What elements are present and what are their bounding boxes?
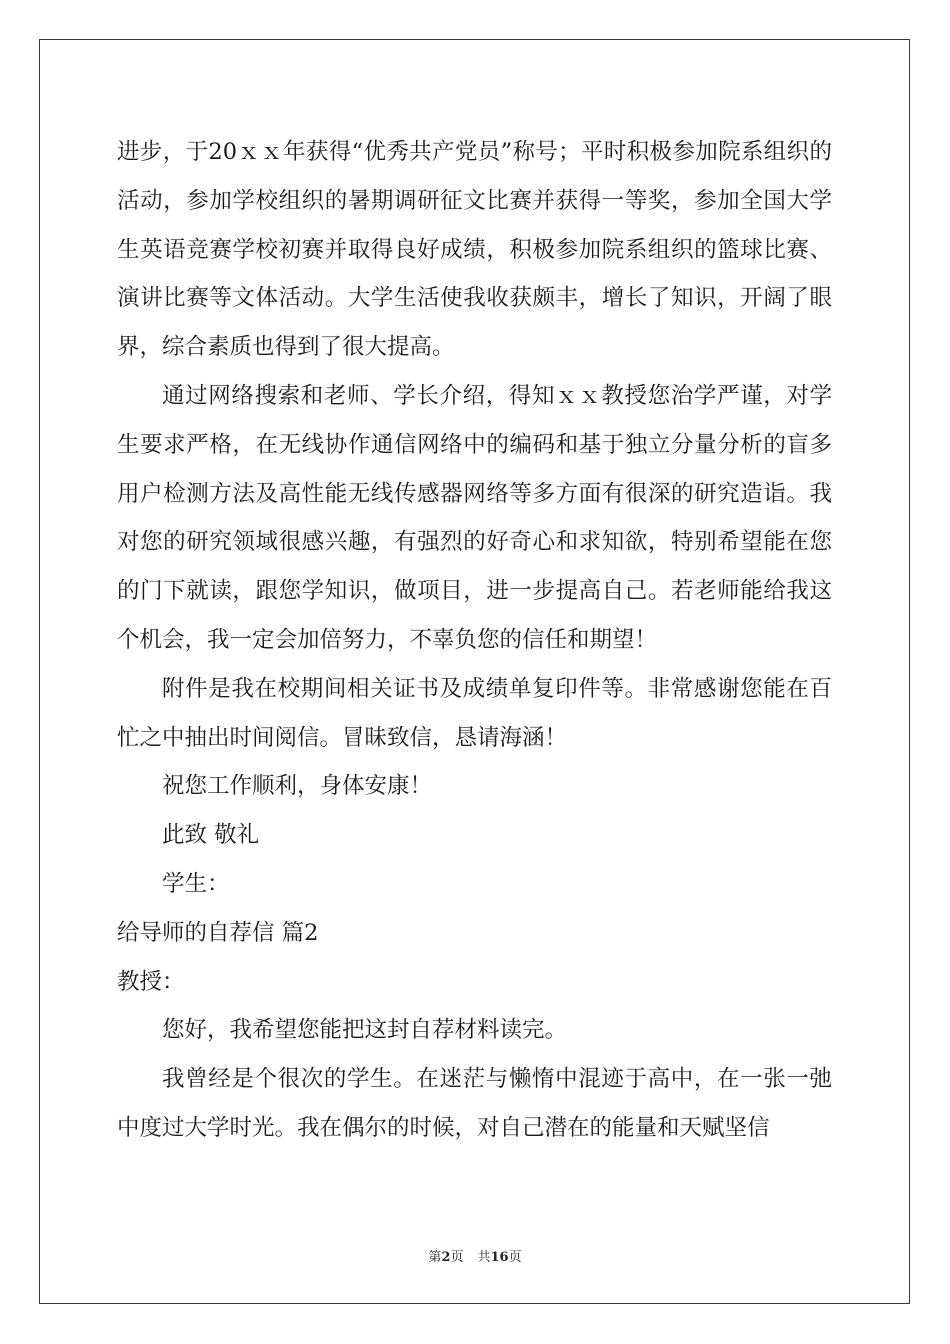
recipient-greeting: 教授：	[117, 968, 185, 995]
page-footer	[0, 1250, 950, 1266]
closing-wish: 祝您工作顺利，身体安康！	[162, 773, 433, 800]
total-suffix: 页	[508, 1250, 522, 1265]
paragraph-1: 进步，于20ｘｘ年获得“优秀共产党员”称号；平时积极参加院系组织的活动，参加学校组织的暑期调研征文比赛并获得一等奖，参加全国大学生英语竞赛学校初赛并取得良好成绩，积极参加院系组织的篮球比赛、演讲比赛等文体活动。大学生活使我收获颇丰，增长了知识，开阔了眼界，综合素质也得到了很大提高。	[117, 139, 832, 361]
paragraph-body: 我曾经是个很次的学生。在迷茫与懒惰中混迹于高中，在一张一弛中度过大学时光。我在偶尔的时候，对自己潜在的能量和天赋坚信	[117, 1066, 832, 1141]
total-prefix: 共	[477, 1250, 491, 1265]
paragraph-3: 附件是我在校期间相关证书及成绩单复印件等。非常感谢您能在百忙之中抽出时间阅信。冒昧致信，恳请海涵！	[117, 675, 832, 751]
total-pages: 16	[490, 1250, 509, 1265]
salutation: 此致 敬礼	[162, 822, 260, 849]
page-suffix: 页	[450, 1250, 464, 1265]
opening-line: 您好，我希望您能把这封自荐材料读完。	[162, 1017, 568, 1044]
signature-line: 学生：	[162, 870, 230, 897]
page-number: 2	[441, 1250, 451, 1265]
section-heading: 给导师的自荐信 篇2	[117, 919, 319, 946]
paragraph-2: 通过网络搜索和老师、学长介绍，得知ｘｘ教授您治学严谨，对学生要求严格，在无线协作通信网络中的编码和基于独立分量分析的盲多用户检测方法及高性能无线传感器网络等多方面有很深的研究造诣。我对您的研究领域很感兴趣，有强烈的好奇心和求知欲，特别希望能在您的门下就读，跟您学知识，做项目，进一步提高自己。若老师能给我这个机会，我一定会加倍努力，不辜负您的信任和期望！	[117, 382, 832, 653]
page-prefix: 第	[428, 1250, 442, 1265]
document-body	[117, 128, 832, 1153]
